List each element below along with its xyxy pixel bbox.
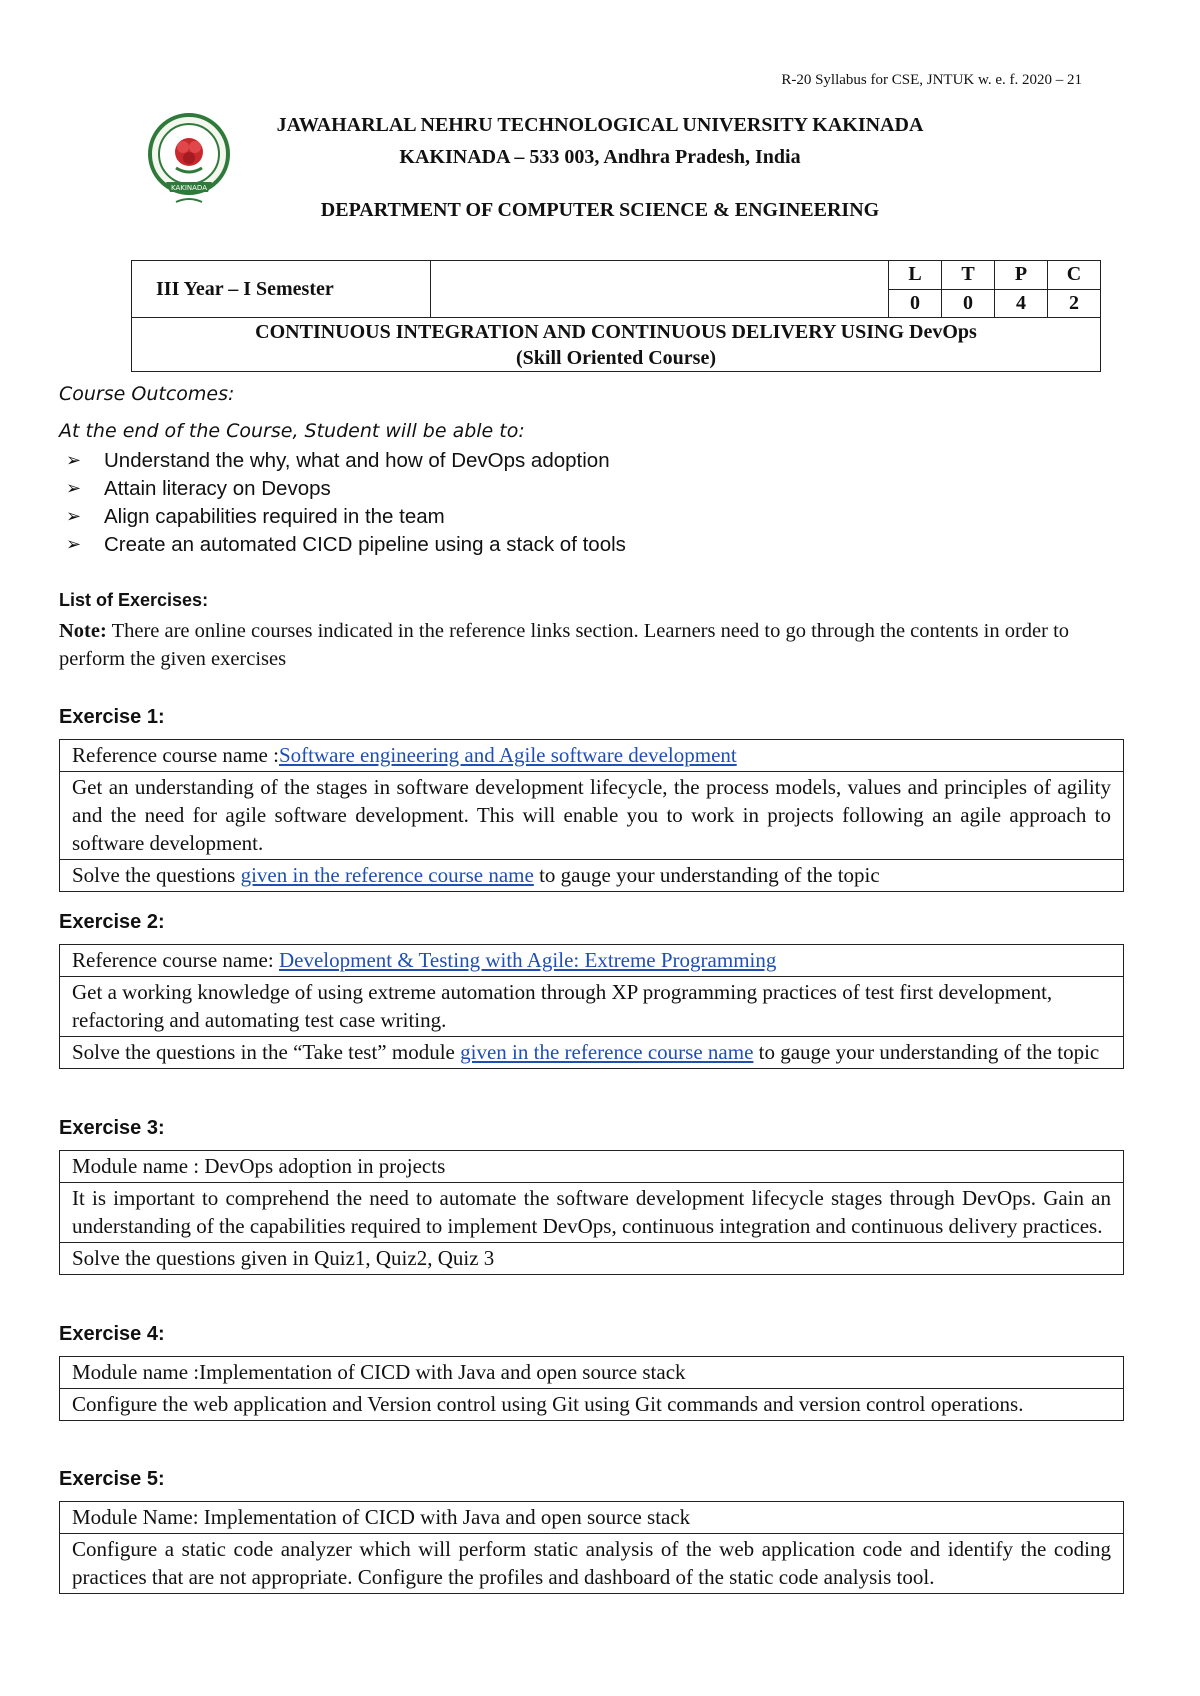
exercises-note <box>59 617 1119 673</box>
course-outcomes-title: Course Outcomes: <box>59 383 235 405</box>
task-text: Solve the questions <box>72 863 241 887</box>
exercise-3-title: Exercise 3: <box>59 1117 165 1139</box>
syllabus-reference: R-20 Syllabus for CSE, JNTUK w. e. f. 2020 – 21 <box>781 72 1082 88</box>
list-item <box>66 531 626 559</box>
exercise-1-table <box>59 739 1124 892</box>
exercise-1-reference-link[interactable]: Software engineering and Agile software development <box>278 743 737 767</box>
course-title: CONTINUOUS INTEGRATION AND CONTINUOUS DELIVERY USING DevOps <box>255 320 977 343</box>
course-outcomes-list <box>66 447 626 559</box>
task-text: to gauge your understanding of the topic <box>753 1040 1100 1064</box>
exercise-3-module: Module name : DevOps adoption in projects <box>60 1151 1124 1183</box>
list-item <box>66 503 626 531</box>
exercise-5-table <box>59 1501 1124 1594</box>
exercise-2-task-link[interactable]: given in the reference course name <box>460 1040 754 1064</box>
course-header-table <box>131 260 1101 372</box>
exercise-2-task <box>60 1037 1124 1069</box>
exercise-2-title: Exercise 2: <box>59 911 165 933</box>
ltpc-value-l: 0 <box>889 289 942 318</box>
exercise-4-table <box>59 1356 1124 1421</box>
university-address: KAKINADA – 533 003, Andhra Pradesh, India <box>399 146 801 168</box>
exercise-1-description: Get an understanding of the stages in software development lifecycle, the process models, values and principles of agility and the need for agile software development. This will enable you to work in projects following an agile approach to software development. <box>60 772 1124 860</box>
exercise-4-title: Exercise 4: <box>59 1323 165 1345</box>
arrow-bullet-icon: ➢ <box>66 534 82 555</box>
exercises-list-title: List of Exercises: <box>59 590 209 610</box>
task-text: to gauge your understanding of the topic <box>533 863 880 887</box>
exercise-2-reference <box>60 945 1124 977</box>
outcome-text: Understand the why, what and how of DevOps adoption <box>104 449 610 472</box>
exercise-3-table <box>59 1150 1124 1275</box>
exercise-4-description: Configure the web application and Version control using Git using Git commands and version control operations. <box>60 1389 1124 1421</box>
course-title-cell <box>132 318 1101 372</box>
semester-cell: III Year – I Semester <box>132 261 431 318</box>
list-item <box>66 447 626 475</box>
ltpc-label-t: T <box>942 261 995 290</box>
reference-label: Reference course name: <box>72 948 279 972</box>
exercise-2-table <box>59 944 1124 1069</box>
exercise-4-module: Module name :Implementation of CICD with Java and open source stack <box>60 1357 1124 1389</box>
exercise-1-task <box>60 860 1124 892</box>
seal-label: KAKINADA <box>171 184 207 192</box>
university-name: JAWAHARLAL NEHRU TECHNOLOGICAL UNIVERSITY KAKINADA <box>276 114 924 136</box>
outcome-text: Create an automated CICD pipeline using a stack of tools <box>104 533 626 556</box>
arrow-bullet-icon: ➢ <box>66 478 82 499</box>
exercise-1-title: Exercise 1: <box>59 706 165 728</box>
note-label: Note: <box>59 620 107 642</box>
list-item <box>66 475 626 503</box>
exercise-1-task-link[interactable]: given in the reference course name <box>240 863 534 887</box>
exercise-5-module: Module Name: Implementation of CICD with Java and open source stack <box>60 1502 1124 1534</box>
reference-label: Reference course name : <box>72 743 279 767</box>
exercise-3-description: It is important to comprehend the need to automate the software development lifecycle stages through DevOps. Gain an understanding of the capabilities required to implement DevOps, continuous integration and continuous delivery practices. <box>60 1183 1124 1243</box>
course-subtitle: (Skill Oriented Course) <box>516 346 716 369</box>
course-outcomes-intro: At the end of the Course, Student will be able to: <box>59 420 525 442</box>
ltpc-label-p: P <box>995 261 1048 290</box>
exercise-1-reference <box>60 740 1124 772</box>
ltpc-value-c: 2 <box>1048 289 1101 318</box>
ltpc-value-p: 4 <box>995 289 1048 318</box>
arrow-bullet-icon: ➢ <box>66 450 82 471</box>
blank-cell <box>431 261 889 318</box>
exercise-5-title: Exercise 5: <box>59 1468 165 1490</box>
task-text: Solve the questions in the “Take test” module <box>72 1040 461 1064</box>
ltpc-label-l: L <box>889 261 942 290</box>
ltpc-value-t: 0 <box>942 289 995 318</box>
outcome-text: Align capabilities required in the team <box>104 505 445 528</box>
exercise-3-task: Solve the questions given in Quiz1, Quiz2, Quiz 3 <box>60 1243 1124 1275</box>
exercise-2-description: Get a working knowledge of using extreme automation through XP programming practices of test first development, refactoring and automating test case writing. <box>60 977 1124 1037</box>
ltpc-label-c: C <box>1048 261 1101 290</box>
outcome-text: Attain literacy on Devops <box>104 477 331 500</box>
arrow-bullet-icon: ➢ <box>66 506 82 527</box>
exercise-5-description: Configure a static code analyzer which will perform static analysis of the web application code and identify the coding practices that are not appropriate. Configure the profiles and dashboard of the static code analysis tool. <box>60 1534 1124 1594</box>
note-text: There are online courses indicated in the reference links section. Learners need to go through the contents in order to perform the given exercises <box>59 620 1070 670</box>
department-name: DEPARTMENT OF COMPUTER SCIENCE & ENGINEERING <box>320 199 880 221</box>
exercise-2-reference-link[interactable]: Development & Testing with Agile: Extreme Programming <box>278 948 777 972</box>
